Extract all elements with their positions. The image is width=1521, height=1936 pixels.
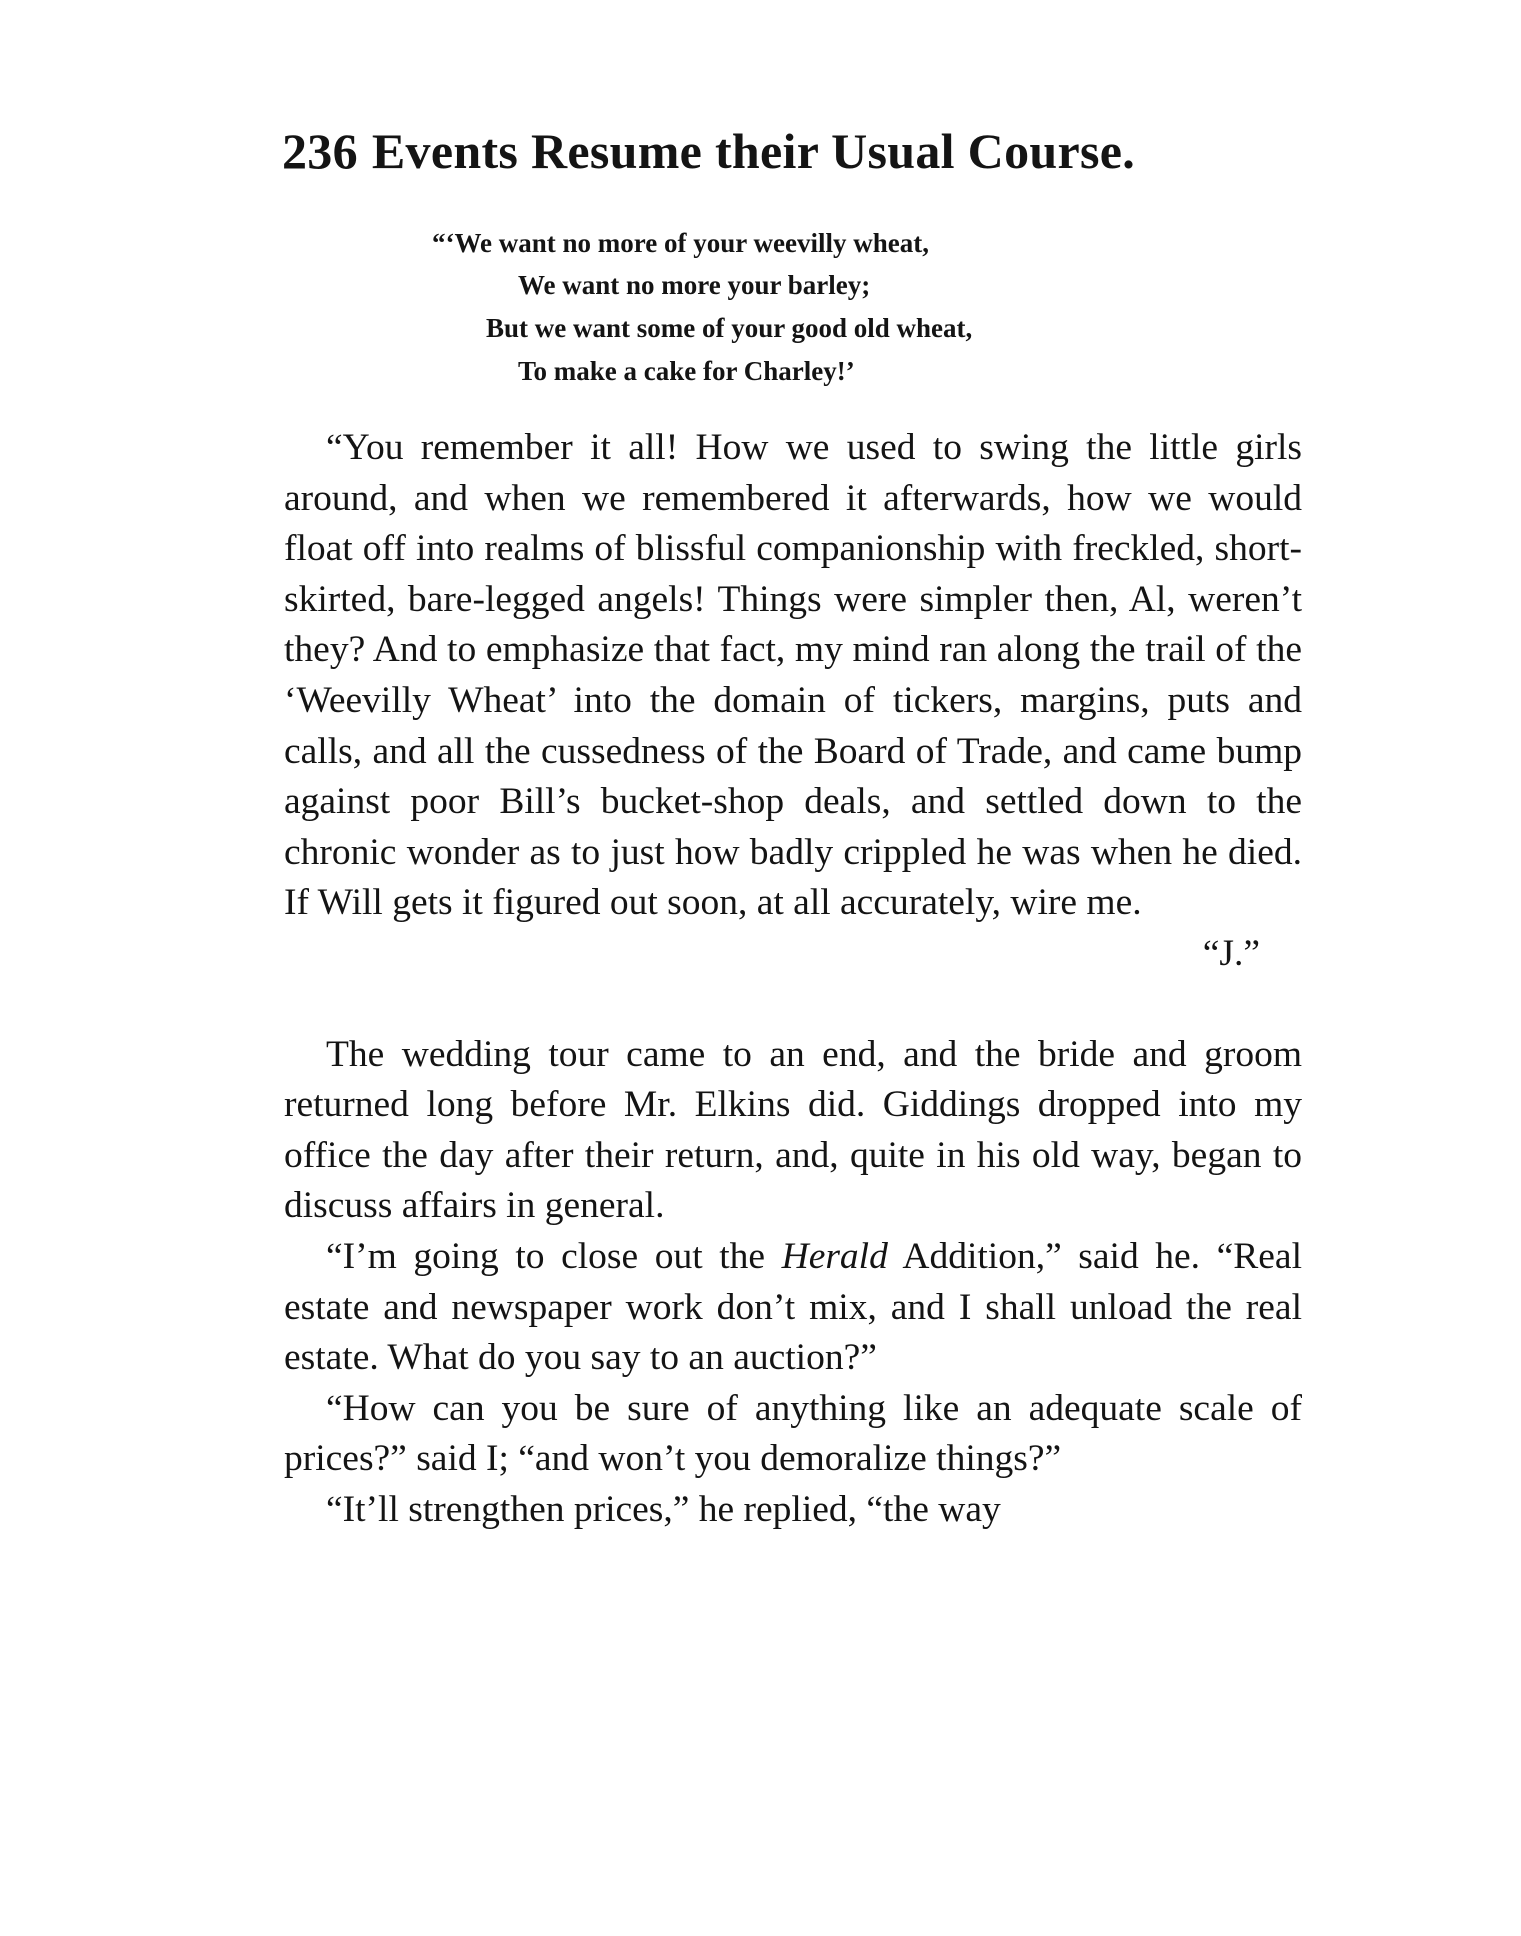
verse-line: To make a cake for Charley!’ [518,356,855,386]
text-run: Addition,” said he. “Real estate and newspaper work don’t mix, and I shall unload the real estate. What do you say to an auction?” [284,1235,1302,1379]
narrative-paragraph [284,1232,1302,1384]
italic-title: Herald [781,1235,888,1277]
running-title: Events Resume their Usual Course. [371,123,1136,179]
narrative-paragraph: The wedding tour came to an end, and the bride and groom returned long before Mr. Elkins did. Giddings dropped into my office the day after their return, and, quite in his old way, began to discuss affairs in general. [284,1033,1302,1227]
letter-signature: “J.” [1202,932,1260,974]
narrative-paragraph: “It’ll strengthen prices,” he replied, “the way [326,1488,1001,1530]
verse-line: But we want some of your good old wheat, [486,313,973,343]
verse-line: We want no more your barley; [518,270,871,300]
verse-line: “‘We want no more of your weevilly wheat, [432,228,929,258]
section-gap [284,980,1302,1030]
narrative-paragraph: “How can you be sure of anything like an adequate scale of prices?” said I; “and won’t you demoralize things?” [284,1387,1302,1480]
text-run: “I’m going to close out the [326,1235,782,1277]
body-text [284,423,1302,1535]
page-number: 236 [282,123,358,179]
running-header [282,122,1135,180]
letter-paragraph: “You remember it all! How we used to swing the little girls around, and when we remembered it afterwards, how we would float off into realms of blissful companionship with freckled, short-skirted, bare-legged angels! Things were simpler then, Al, weren’t they? And to emphasize that fact, my mind ran along the trail of the ‘Weevilly Wheat’ into the domain of tickers, margins, puts and calls, and all the cussedness of the Board of Trade, and came bump against poor Bill’s bucket-shop deals, and settled down to the chronic wonder as to just how badly crippled he was when he died. If Will gets it figured out soon, at all accurately, wire me. [284,427,1302,924]
